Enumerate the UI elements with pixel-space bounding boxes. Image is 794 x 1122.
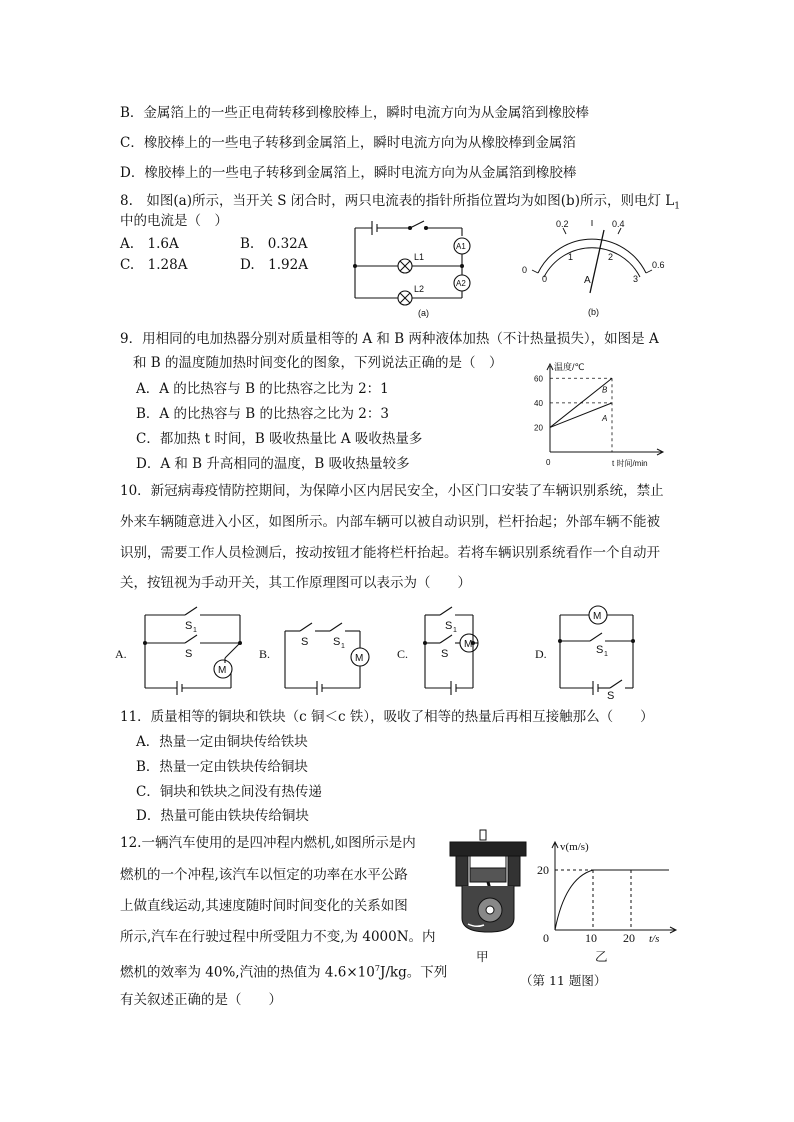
q11-option-a: A．热量一定由铜块传给铁块	[136, 734, 308, 750]
d-s-label: S	[607, 690, 615, 702]
d-motor-label: M	[593, 611, 602, 622]
d-s1-label: S	[596, 644, 604, 656]
q9-stem-line1: 9．用相同的电加热器分别对质量相等的 A 和 B 两种液体加热（不计热量损失），如图是 A	[120, 331, 659, 347]
b-motor-label: M	[355, 653, 364, 664]
meter-tick-bottom-3: 3	[633, 274, 639, 284]
vt-ylabel: v(m/s)	[560, 841, 589, 853]
meter-tick-top-04: 0.4	[612, 219, 625, 229]
q8-ammeter-dial	[520, 215, 670, 320]
q12-line2: 燃机的一个冲程,该汽车以恒定的功率在水平公路	[120, 867, 408, 883]
lamp-l1-label: L1	[414, 252, 425, 262]
vt-fig-label: 乙	[595, 949, 608, 964]
meter-tick-bottom-0: 0	[542, 274, 548, 284]
q8-stem-line1: 8. 如图(a)所示，当开关 S 闭合时，两只电流表的指针所指位置均为如图(b)所示，则电灯 $L_1$	[120, 193, 680, 212]
meter-tick-top-0: 0	[522, 265, 528, 275]
a-s1-label: S	[185, 620, 193, 632]
meter-unit: A	[584, 275, 591, 286]
q9-temperature-chart	[530, 360, 670, 470]
q8-option-b: B. 0.32A	[240, 236, 308, 252]
q12-line6: 有关叙述正确的是（ ）	[120, 992, 282, 1008]
lamp-l2-label: L2	[414, 284, 425, 294]
q8-option-a: A. 1.6A	[120, 236, 179, 252]
q12-engine-figure	[448, 828, 528, 938]
q8-option-d: D. 1.92A	[240, 257, 308, 273]
q9-stem-line2: 和 B 的温度随加热时间变化的图象，下列说法正确的是（ ）	[133, 355, 503, 371]
ammeter-a2-label: A2	[456, 279, 466, 288]
chart-y-tick-40: 40	[534, 398, 543, 408]
q7-option-c: C．橡胶棒上的一些电子转移到金属箔上，瞬时电流方向为从橡胶棒到金属箔	[120, 135, 576, 151]
q11-option-c: C．铜块和铁块之间没有热传递	[136, 784, 322, 800]
q8-stem-line2: 中的电流是（ ）	[120, 213, 228, 229]
c-s-label: S	[441, 648, 449, 660]
q10-line1: 10．新冠病毒疫情防控期间，为保障小区内居民安全，小区门口安装了车辆识别系统，禁止	[120, 483, 664, 499]
chart-series-label-B: B	[602, 385, 608, 395]
q11-option-b: B．热量一定由铁块传给铜块	[136, 759, 308, 775]
q12-line4: 所示,汽车在行驶过程中所受阻力不变,为 4000N。内	[120, 929, 436, 945]
chart-origin: 0	[546, 458, 551, 467]
meter-tick-top-06: 0.6	[652, 260, 665, 270]
b-s-label: S	[301, 636, 309, 648]
svg-text:1: 1	[341, 643, 345, 650]
chart-ylabel: 温度/℃	[554, 362, 585, 372]
svg-text:1: 1	[453, 627, 457, 634]
q10-circuit-options	[115, 603, 675, 702]
a-s-label: S	[185, 648, 193, 660]
ammeter-a1-label: A1	[456, 242, 466, 251]
vt-x-tick-10: 10	[585, 931, 597, 945]
q10-line4: 关，按钮视为手动开关，其工作原理图可以表示为（ ）	[120, 575, 471, 591]
c-s1-label: S	[445, 620, 453, 632]
option-c-label: C.	[397, 647, 409, 661]
chart-y-tick-60: 60	[534, 374, 543, 384]
q8-circuit-diagram	[350, 218, 480, 318]
q11-stem: 11．质量相等的铜块和铁块（c 铜＜c 铁），吸收了相等的热量后再相互接触那么（ ）	[120, 709, 654, 725]
q12-line1: 12.一辆汽车使用的是四冲程内燃机,如图所示是内	[120, 835, 416, 851]
option-b-label: B.	[259, 647, 271, 661]
meter-tick-bottom-1: 1	[568, 252, 574, 262]
q12-line3: 上做直线运动,其速度随时间时间变化的关系如图	[120, 898, 408, 914]
meter-tick-top-02: 0.2	[556, 219, 569, 229]
q8-option-c: C. 1.28A	[120, 257, 188, 273]
q10-line3: 识别，需要工作人员检测后，按动按钮才能将栏杆抬起。若将车辆识别系统看作一个自动开	[120, 545, 660, 561]
svg-text:1: 1	[604, 651, 608, 658]
q12-line5: 燃机的效率为 40%,汽油的热值为 $4.6\times 10^7J/kg$。下列	[120, 964, 448, 981]
vt-y-tick-20: 20	[537, 863, 549, 877]
meter-tick-bottom-2: 2	[608, 252, 614, 262]
q7-option-d: D．橡胶棒上的一些电子转移到金属箔上，瞬时电流方向为从金属箔到橡胶棒	[120, 165, 577, 181]
circuit-caption: (a)	[418, 308, 429, 318]
figure-caption: （第 11 题图）	[520, 973, 607, 988]
q10-line2: 外来车辆随意进入小区，如图所示。内部车辆可以被自动识别，栏杆抬起；外部车辆不能被	[120, 514, 660, 530]
c-motor-label: M	[464, 639, 473, 650]
q9-option-c: C．都加热 t 时间，B 吸收热量比 A 吸收热量多	[136, 431, 423, 447]
q9-option-b: B．A 的比热容与 B 的比热容之比为 2：3	[136, 406, 389, 422]
b-s1-label: S	[333, 636, 341, 648]
vt-xlabel: t/s	[649, 933, 660, 945]
option-d-label: D.	[535, 647, 547, 661]
meter-caption: (b)	[588, 307, 599, 317]
vt-x-tick-0: 0	[543, 931, 549, 945]
q11-option-d: D．热量可能由铁块传给铜块	[136, 808, 309, 824]
chart-xlabel: t 时间/min	[612, 459, 648, 468]
chart-series-label-A: A	[602, 413, 608, 423]
vt-x-tick-20: 20	[623, 931, 635, 945]
q12-velocity-time-chart	[535, 838, 680, 943]
q9-option-a: A．A 的比热容与 B 的比热容之比为 2：1	[136, 381, 389, 397]
engine-fig-label: 甲	[476, 949, 489, 964]
svg-text:1: 1	[193, 627, 197, 634]
q9-option-d: D．A 和 B 升高相同的温度，B 吸收热量较多	[136, 456, 410, 472]
chart-y-tick-20: 20	[534, 423, 543, 433]
q7-option-b: B．金属箔上的一些正电荷转移到橡胶棒上，瞬时电流方向为从金属箔到橡胶棒	[120, 105, 589, 121]
option-a-label: A.	[115, 647, 127, 661]
a-motor-label: M	[218, 665, 227, 676]
